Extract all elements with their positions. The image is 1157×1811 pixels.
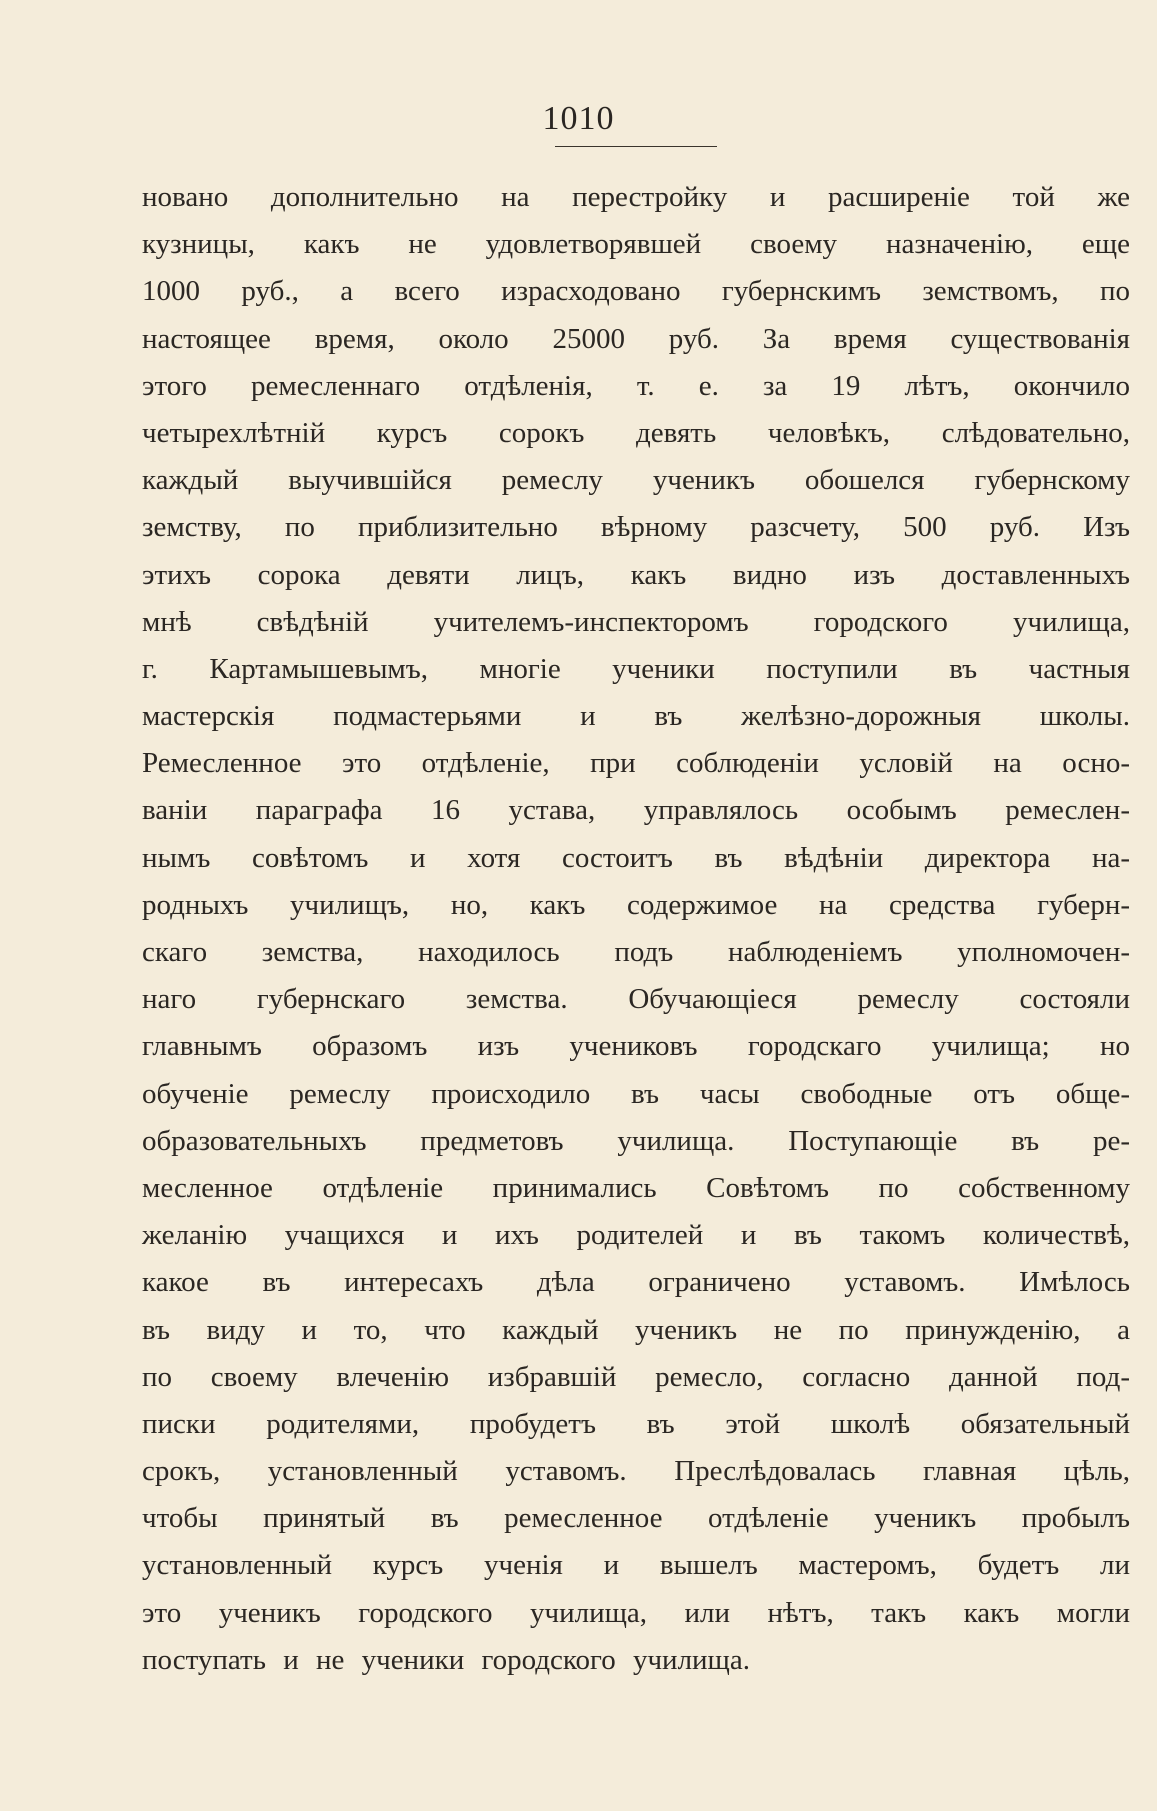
text-line: наго губернскаго земства. Обучающіеся ремеслу состояли — [142, 983, 1130, 1016]
text-line: земству, по приблизительно вѣрному разсчету, 500 руб. Изъ — [142, 511, 1130, 544]
text-line: скаго земства, находилось подъ наблюденіемъ уполномочен- — [142, 936, 1130, 968]
text-line: желанію учащихся и ихъ родителей и въ такомъ количествѣ, — [142, 1219, 1130, 1252]
text-line: новано дополнительно на перестройку и расширеніе той же — [142, 181, 1130, 213]
text-line: мастерскія подмастерьями и въ желѣзно-дорожныя школы. — [142, 700, 1130, 733]
text-line: по своему влеченію избравшій ремесло, согласно данной под- — [142, 1360, 1130, 1393]
text-line: установленный курсъ ученія и вышелъ мастеромъ, будетъ ли — [142, 1549, 1130, 1582]
text-line: родныхъ училищъ, но, какъ содержимое на средства губерн- — [142, 888, 1130, 921]
text-line: мнѣ свѣдѣній учителемъ-инспекторомъ городского училища, — [142, 605, 1130, 638]
text-line: настоящее время, около 25000 руб. За время существованія — [142, 322, 1130, 355]
text-line: четырехлѣтній курсъ сорокъ девять человѣкъ, слѣдовательно, — [142, 416, 1130, 449]
text-line: обученіе ремеслу происходило въ часы свободные отъ обще- — [142, 1077, 1130, 1110]
text-line: каждый выучившійся ремеслу ученикъ обошелся губернскому — [142, 464, 1130, 497]
text-line: нымъ совѣтомъ и хотя состоитъ въ вѣдѣніи директора на- — [142, 841, 1130, 874]
text-line: главнымъ образомъ изъ учениковъ городскаго училища; но — [142, 1030, 1130, 1063]
text-line: ваніи параграфа 16 устава, управлялось особымъ ремеслен- — [142, 794, 1130, 827]
text-line: г. Картамышевымъ, многіе ученики поступили въ частныя — [142, 652, 1130, 685]
page-number: 1010 — [542, 100, 615, 137]
text-line: срокъ, установленный уставомъ. Преслѣдовалась главная цѣль, — [142, 1455, 1130, 1488]
text-line: этихъ сорока девяти лицъ, какъ видно изъ доставленныхъ — [142, 558, 1130, 591]
text-line: месленное отдѣленіе принимались Совѣтомъ по собственному — [142, 1171, 1130, 1204]
text-line: это ученикъ городского училища, или нѣтъ, такъ какъ могли — [142, 1596, 1130, 1629]
text-line: въ виду и то, что каждый ученикъ не по принужденію, а — [142, 1313, 1130, 1346]
text-line: образовательныхъ предметовъ училища. Поступающіе въ ре- — [142, 1124, 1130, 1157]
text-line-last: поступать и не ученики городского училища. — [142, 1643, 751, 1676]
text-line: чтобы принятый въ ремесленное отдѣленіе ученикъ пробылъ — [142, 1502, 1130, 1535]
text-line: писки родителями, пробудетъ въ этой школѣ обязательный — [142, 1407, 1130, 1440]
text-line: этого ремесленнаго отдѣленія, т. е. за 19 лѣтъ, окончило — [142, 369, 1130, 402]
text-line: Ремесленное это отдѣленіе, при соблюденіи условій на осно- — [142, 747, 1130, 780]
body-text — [142, 174, 1130, 1684]
text-line: 1000 руб., а всего израсходовано губернскимъ земствомъ, по — [142, 275, 1130, 308]
page-number-rule — [555, 146, 717, 147]
text-line: какое въ интересахъ дѣла ограничено уставомъ. Имѣлось — [142, 1266, 1130, 1299]
text-line: кузницы, какъ не удовлетворявшей своему назначенію, еще — [142, 228, 1130, 261]
